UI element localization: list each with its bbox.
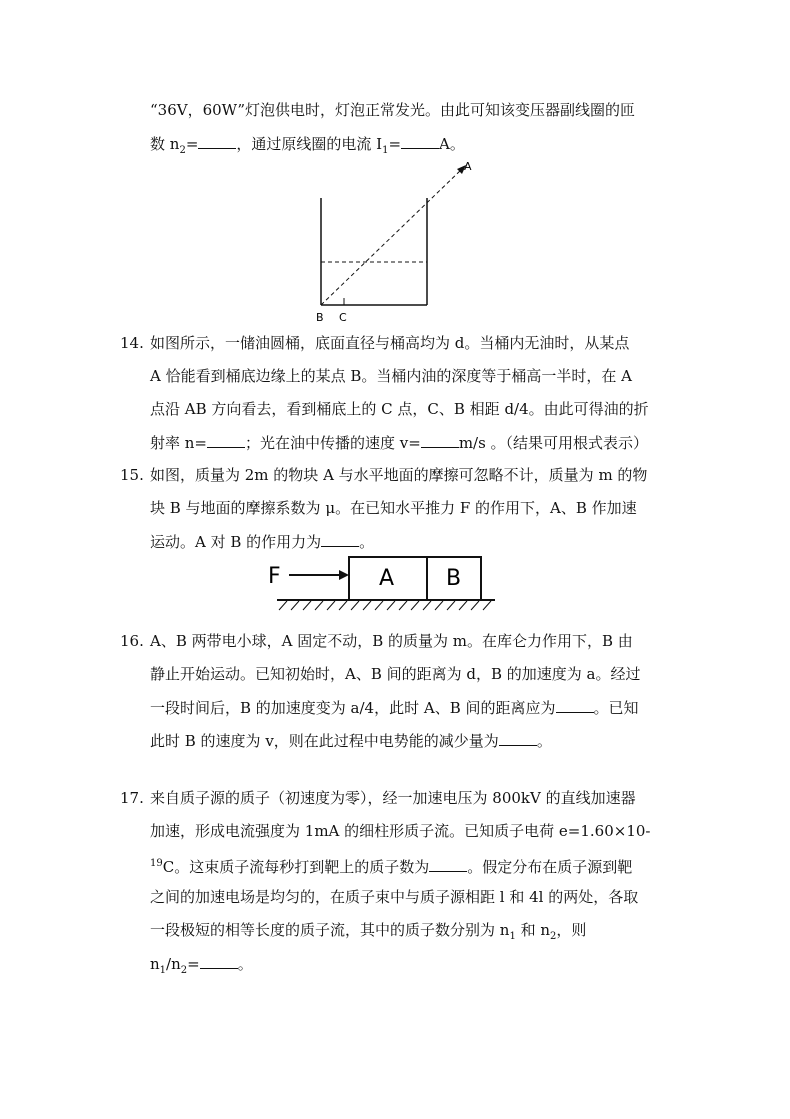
ground-hatching (279, 601, 491, 610)
q13-line-1: “36V，60W”灯泡供电时，灯泡正常发光。由此可知该变压器副线圈的匝 (150, 101, 636, 119)
q16-line-4: 此时 B 的速度为 v，则在此过程中电势能的减少量为 。 (150, 732, 552, 750)
q14-number: 14. (120, 334, 144, 352)
q17-line-5: 一段极短的相等长度的质子流，其中的质子数分别为 $n_1$ 和 $n_2$，则 (150, 921, 587, 942)
force-arrow-head (339, 570, 349, 580)
answer-blank-distance[interactable] (556, 697, 594, 713)
q14-line-3: 点沿 AB 方向看去，看到桶底上的 C 点，C、B 相距 d/4。由此可得油的折 (150, 400, 649, 418)
q17-line-2: 加速，形成电流强度为 1mA 的细柱形质子流。已知质子电荷 e=1.60×10- (150, 822, 651, 840)
q15-number: 15. (120, 466, 144, 484)
q16-line-2: 静止开始运动。已知初始时，A、B 间的距离为 d，B 的加速度为 a。经过 (150, 665, 641, 683)
q14-line-4: 射率 n= ；光在油中传播的速度 v= m/s 。（结果可用根式表示） (150, 434, 649, 452)
answer-blank-v[interactable] (421, 432, 459, 448)
label-block-a: A (379, 566, 395, 591)
answer-blank-n2[interactable] (198, 133, 236, 149)
label-c: C (339, 311, 347, 324)
label-b: B (316, 311, 324, 324)
q16-line-3: 一段时间后，B 的加速度变为 a/4，此时 A、B 间的距离应为 。已知 (150, 699, 639, 717)
q16-number: 16. (120, 632, 144, 650)
answer-blank-ratio[interactable] (200, 953, 238, 969)
q16-line-1: A、B 两带电小球，A 固定不动，B 的质量为 m。在库仑力作用下，B 由 (150, 632, 633, 650)
label-f: F (268, 564, 281, 589)
q15-line-3: 运动。A 对 B 的作用力为 。 (150, 533, 375, 551)
q15-line-1: 如图，质量为 2m 的物块 A 与水平地面的摩擦可忽略不计，质量为 m 的物 (150, 466, 648, 484)
q14-line-1: 如图所示，一储油圆桶，底面直径与桶高均为 d。当桶内无油时，从某点 (150, 334, 630, 352)
sight-line (321, 169, 462, 305)
q15-line-2: 块 B 与地面的摩擦系数为 μ。在已知水平推力 F 的作用下，A、B 作加速 (150, 499, 637, 517)
answer-blank-i1[interactable] (401, 133, 439, 149)
answer-blank-n[interactable] (207, 432, 245, 448)
label-a: A (464, 160, 472, 173)
blocks-figure (265, 553, 500, 613)
q17-line-1: 来自质子源的质子（初速度为零），经一加速电压为 800kV 的直线加速器 (150, 789, 636, 807)
answer-blank-energy[interactable] (499, 730, 537, 746)
q14-line-2: A 恰能看到桶底边缘上的某点 B。当桶内油的深度等于桶高一半时，在 A (150, 367, 632, 385)
answer-blank-count[interactable] (429, 856, 467, 872)
oil-barrel-figure (300, 155, 490, 325)
answer-blank-force[interactable] (321, 531, 359, 547)
q17-line-6: $n_1/n_2=$ 。 (150, 955, 253, 976)
q17-line-4: 之间的加速电场是均匀的，在质子束中与质子源相距 l 和 4l 的两处，各取 (150, 888, 639, 906)
q17-line-3: $^{19}$C。这束质子流每秒打到靶上的质子数为 。假定分布在质子源到靶 (150, 858, 633, 876)
q17-number: 17. (120, 789, 144, 807)
label-block-b: B (446, 566, 462, 591)
q13-line-2: 数 $n_2=$ ，通过原线圈的电流 $I_1= A$。 (150, 135, 465, 156)
